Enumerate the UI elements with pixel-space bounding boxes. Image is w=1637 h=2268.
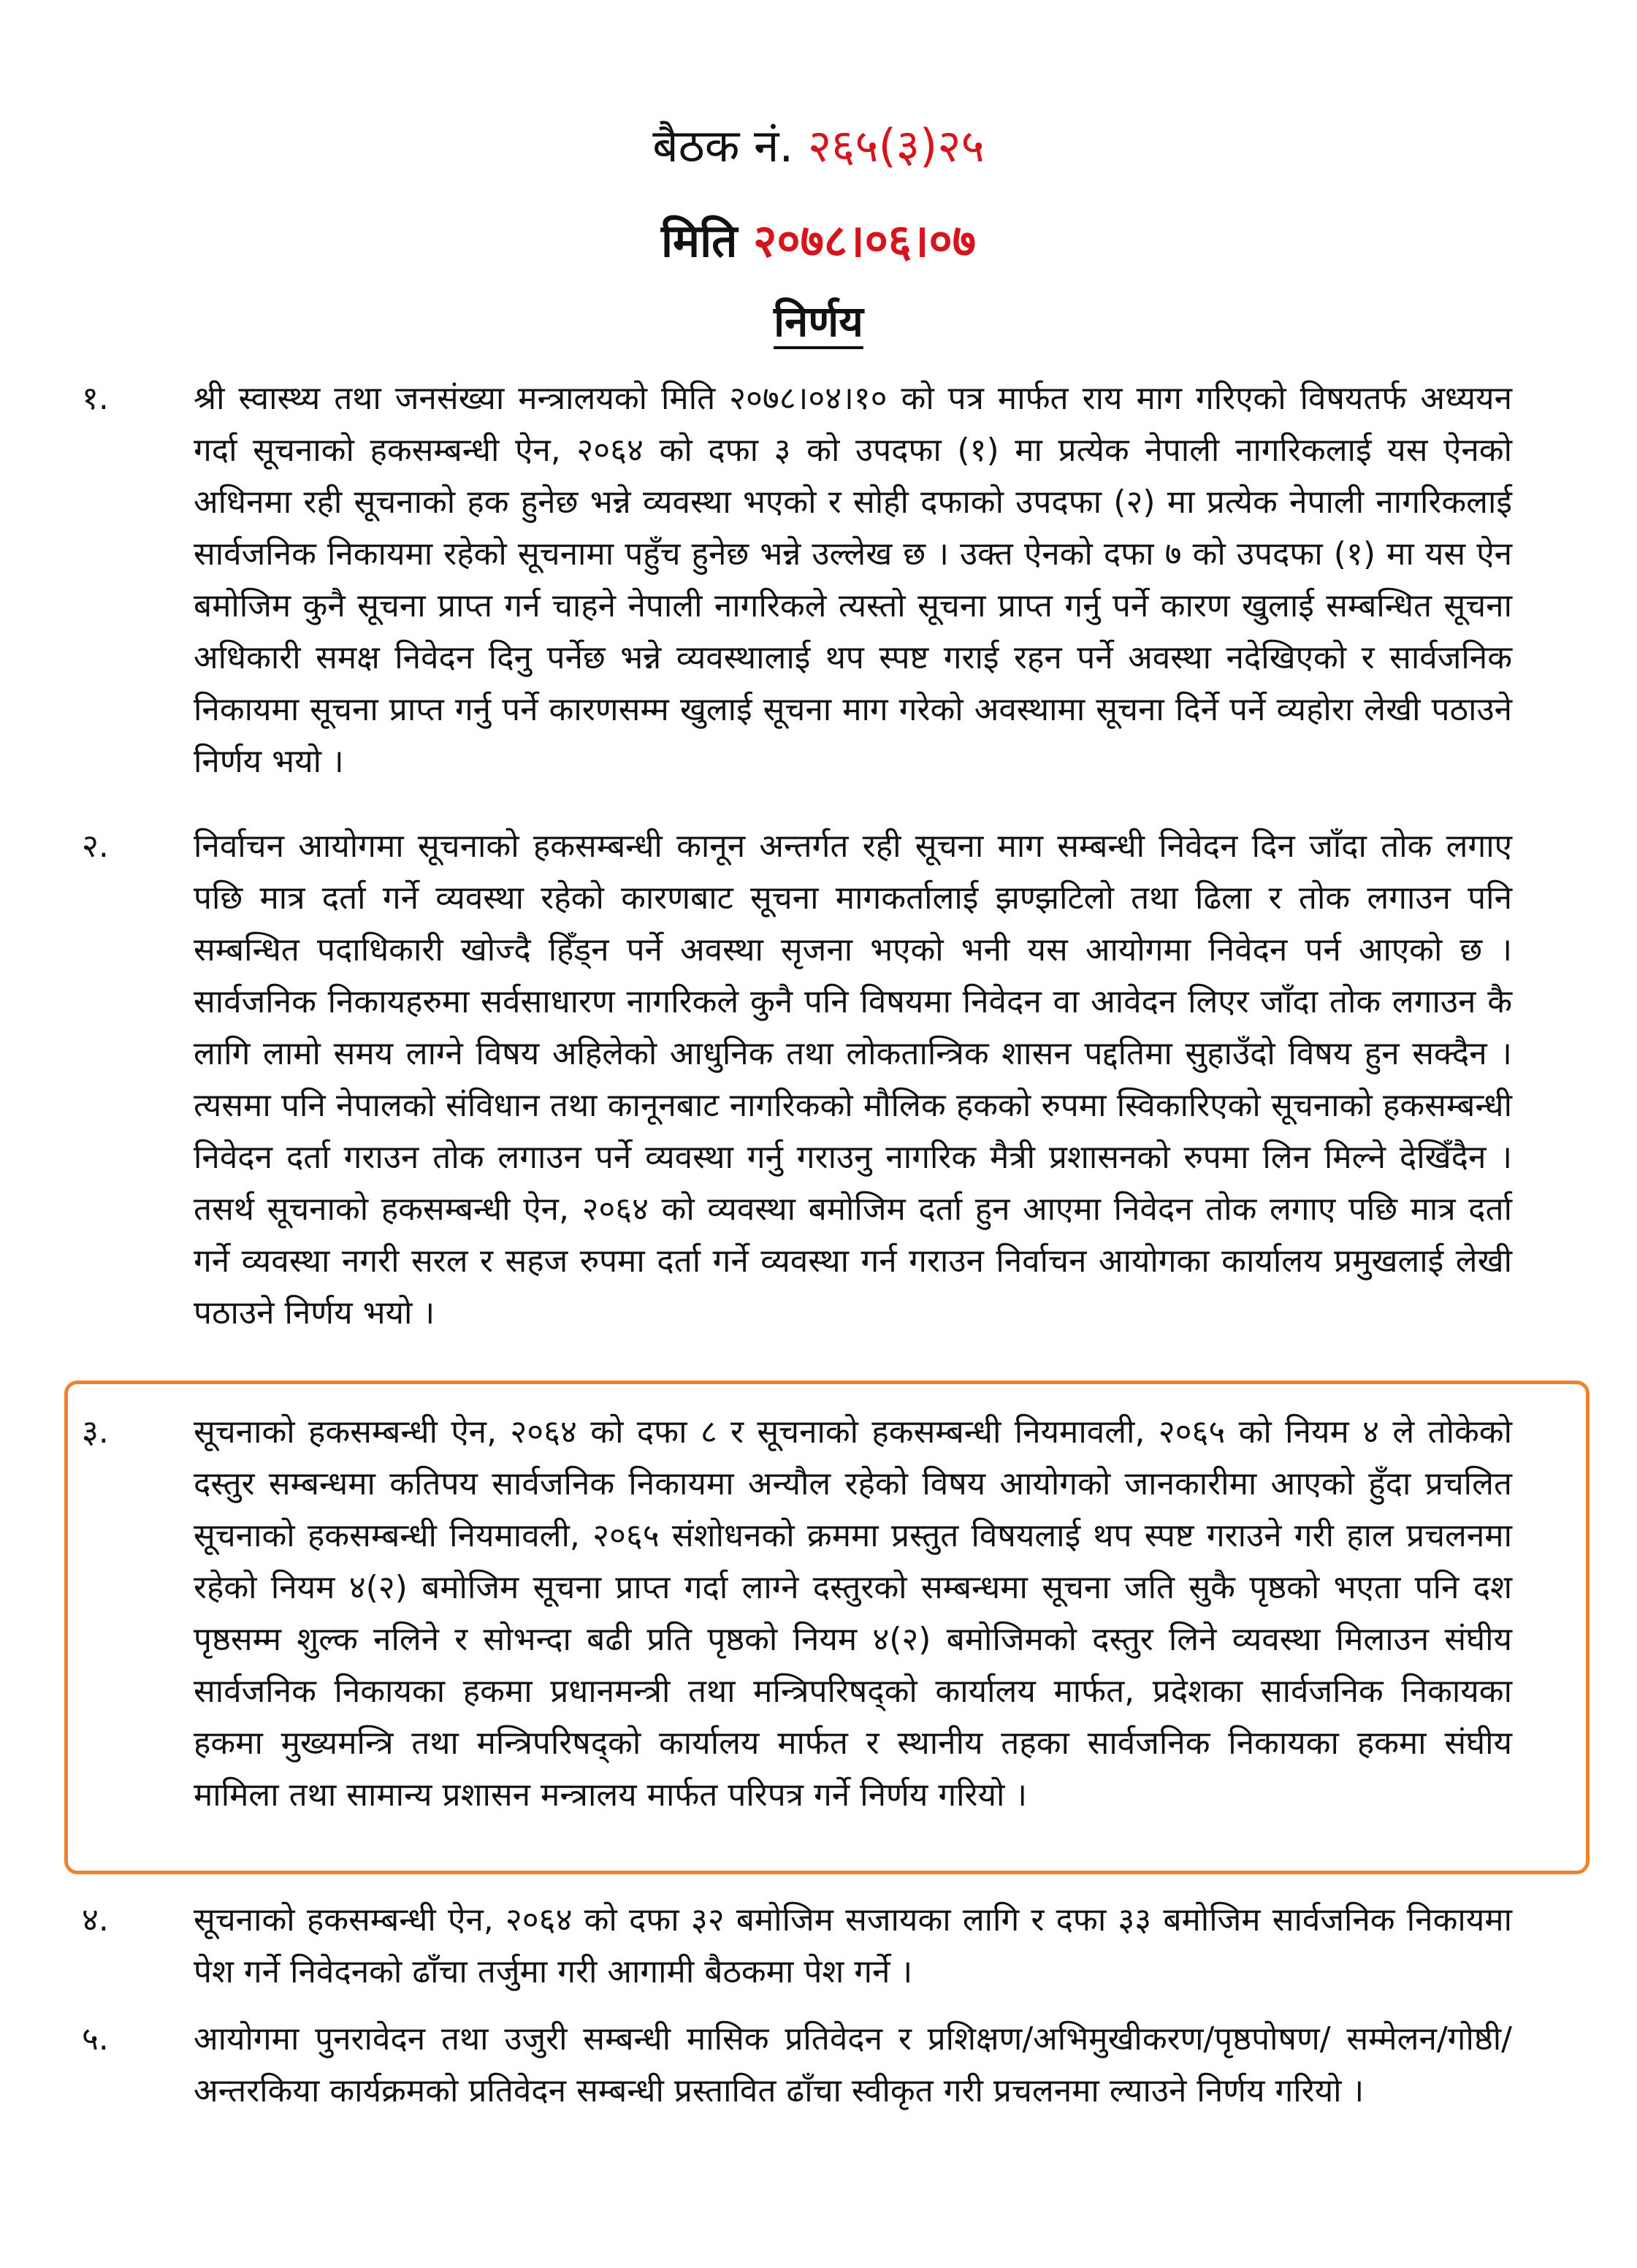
item-text: निर्वाचन आयोगमा सूचनाको हकसम्बन्धी कानून अन्तर्गत रही सूचना माग सम्बन्धी निवेदन दिन जाँदा तोक लगाए पछि मात्र दर्ता गर्ने व्यवस्था रहेको कारणबाट सूचना मागकर्तालाई झण्झटिलो तथा ढिला र तोक लगाउन पनि सम्बन्धित पदाधिकारी खोज्दै हिँड्न पर्ने अवस्था सृजना भएको भनी यस आयोगमा निवेदन पर्न आएको छ । सार्वजनिक निकायहरुमा सर्वसाधारण नागरिकले कुनै पनि विषयमा निवेदन वा आवेदन लिएर जाँदा तोक लगाउन कै लागि लामो समय लाग्ने विषय अहिलेको आधुनिक तथा लोकतान्त्रिक शासन पद्दतिमा सुहाउँदो विषय हुन सक्दैन । त्यसमा पनि नेपालको संविधान तथा कानूनबाट नागरिकको मौलिक हकको रुपमा स्विकारिएको सूचनाको हकसम्बन्धी निवेदन दर्ता गराउन तोक लगाउन पर्ने व्यवस्था गर्नु गराउनु नागरिक मैत्री प्रशासनको रुपमा लिन मिल्ने देखिँदैन । तसर्थ सूचनाको हकसम्बन्धी ऐन, २०६४ को व्यवस्था बमोजिम दर्ता हुन आएमा निवेदन तोक लगाए पछि मात्र दर्ता गर्ने व्यवस्था नगरी सरल र सहज रुपमा दर्ता गर्ने व्यवस्था गर्न गराउन निर्वाचन आयोगका कार्यालय प्रमुखलाई लेखी पठाउने निर्णय भयो ।	[194, 828, 1512, 1332]
item-number: ३.	[82, 1413, 109, 1451]
item-text: आयोगमा पुनरावेदन तथा उजुरी सम्बन्धी मासिक प्रतिवेदन र प्रशिक्षण/अभिमुखीकरण/पृष्ठपोषण/ सम्मेलन/गोष्ठी/अन्तरकिया कार्यक्रमको प्रतिवेदन सम्बन्धी प्रस्तावित ढाँचा स्वीकृत गरी प्रचलनमा ल्याउने निर्णय गरियो ।	[194, 2020, 1512, 2109]
item-text: श्री स्वास्थ्य तथा जनसंख्या मन्त्रालयको मिति २०७८।०४।१० को पत्र मार्फत राय माग गरिएको विषयतर्फ अध्ययन गर्दा सूचनाको हकसम्बन्धी ऐन, २०६४ को दफा ३ को उपदफा (१) मा प्रत्येक नेपाली नागरिकलाई यस ऐनको अधिनमा रही सूचनाको हक हुनेछ भन्ने व्यवस्था भएको र सोही दफाको उपदफा (२) मा प्रत्येक नेपाली नागरिकलाई सार्वजनिक निकायमा रहेको सूचनामा पहुँच हुनेछ भन्ने उल्लेख छ । उक्त ऐनको दफा ७ को उपदफा (१) मा यस ऐन बमोजिम कुनै सूचना प्राप्त गर्न चाहने नेपाली नागरिकले त्यस्तो सूचना प्राप्त गर्नु पर्ने कारण खुलाई सम्बन्धित सूचना अधिकारी समक्ष निवेदन दिनु पर्नेछ भन्ने व्यवस्थालाई थप स्पष्ट गराई रहन पर्ने अवस्था नदेखिएको र सार्वजनिक निकायमा सूचना प्राप्त गर्नु पर्ने कारणसम्म खुलाई सूचना माग गरेको अवस्थामा सूचना दिर्ने पर्ने व्यहोरा लेखी पठाउने निर्णय भयो ।	[194, 380, 1512, 780]
decision-heading	[0, 289, 1637, 354]
date-label: मिति	[660, 214, 738, 267]
date-value: २०७८।०६।०७	[753, 214, 977, 267]
item-number: १.	[82, 380, 109, 417]
meeting-number: २६५(३)२५	[807, 119, 985, 172]
decision-heading-text: निर्णय	[774, 297, 863, 346]
meeting-label: बैठक नं.	[652, 119, 794, 172]
item-number: ५.	[82, 2020, 109, 2058]
date-line	[0, 205, 1637, 278]
item-number: ४.	[82, 1901, 109, 1939]
meeting-number-line	[0, 110, 1637, 183]
item-text: सूचनाको हकसम्बन्धी ऐन, २०६४ को दफा ८ र सूचनाको हकसम्बन्धी नियमावली, २०६५ को नियम ४ ले तोकेको दस्तुर सम्बन्धमा कतिपय सार्वजनिक निकायमा अन्यौल रहेको विषय आयोगको जानकारीमा आएको हुँदा प्रचलित सूचनाको हकसम्बन्धी नियमावली, २०६५ संशोधनको क्रममा प्रस्तुत विषयलाई थप स्पष्ट गराउने गरी हाल प्रचलनमा रहेको नियम ४(२) बमोजिम सूचना प्राप्त गर्दा लाग्ने दस्तुरको सम्बन्धमा सूचना जति सुकै पृष्ठको भएता पनि दश पृष्ठसम्म शुल्क नलिने र सोभन्दा बढी प्रति पृष्ठको नियम ४(२) बमोजिमको दस्तुर लिने व्यवस्था मिलाउन संघीय सार्वजनिक निकायका हकमा प्रधानमन्त्री तथा मन्त्रिपरिषद्को कार्यालय मार्फत, प्रदेशका सार्वजनिक निकायका हकमा मुख्यमन्त्रि तथा मन्त्रिपरिषद्को कार्यालय मार्फत र स्थानीय तहका सार्वजनिक निकायका हकमा संघीय मामिला तथा सामान्य प्रशासन मन्त्रालय मार्फत परिपत्र गर्ने निर्णय गरियो ।	[194, 1413, 1512, 1814]
item-number: २.	[82, 828, 109, 865]
item-text: सूचनाको हकसम्बन्धी ऐन, २०६४ को दफा ३२ बमोजिम सजायका लागि र दफा ३३ बमोजिम सार्वजनिक निकायमा पेश गर्ने निवेदनको ढाँचा तर्जुमा गरी आगामी बैठकमा पेश गर्ने ।	[194, 1901, 1512, 1990]
